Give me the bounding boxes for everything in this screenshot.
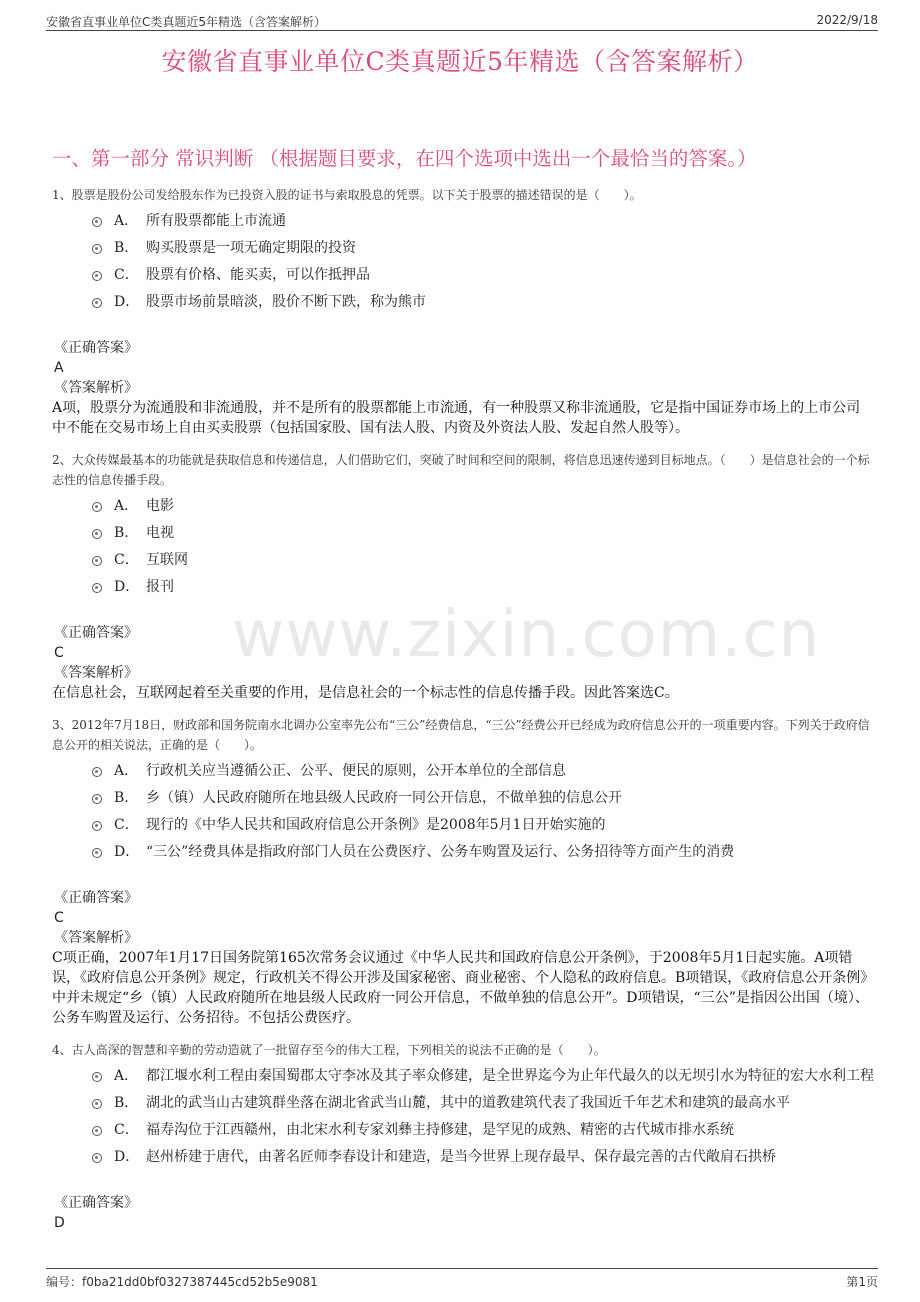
watermark: www.zixin.com.cn — [232, 598, 821, 672]
option-list — [92, 1063, 874, 1171]
radio-icon[interactable] — [92, 1126, 102, 1136]
page-footer — [46, 1268, 878, 1291]
question-stem: 2、大众传媒最基本的功能就是获取信息和传递信息，人们借助它们，突破了时间和空间的限制，将信息迅速传递到目标地点。（ ）是信息社会的一个标志性的信息传播手段。 — [52, 453, 870, 487]
header-date: 2022/9/18 — [816, 13, 878, 27]
radio-icon[interactable] — [92, 583, 102, 593]
page-number: 第1页 — [846, 1275, 878, 1289]
option-d[interactable]: D． “三公”经费具体是指政府部门人员在公费医疗、公务车购置及运行、公务招待等方面产生的消费 — [92, 839, 874, 866]
answer-label: 《正确答案》 — [54, 340, 138, 356]
option-c[interactable]: C． 现行的《中华人民共和国政府信息公开条例》是2008年5月1日开始实施的 — [92, 812, 874, 839]
radio-icon[interactable] — [92, 271, 102, 281]
radio-icon[interactable] — [92, 821, 102, 831]
answer-value: C — [54, 645, 64, 661]
section-heading: 一、第一部分 常识判断 （根据题目要求，在四个选项中选出一个最恰当的答案。） — [52, 147, 757, 170]
question-stem: 3、2012年7月18日，财政部和国务院南水北调办公室率先公布“三公”经费信息，“三公”经费公开已经成为政府信息公开的一项重要内容。下列关于政府信息公开的相关说法，正确的是（ ）。 — [52, 718, 870, 752]
option-a[interactable]: A． 电影 — [92, 493, 874, 520]
header-doc-title: 安徽省直事业单位C类真题近5年精选（含答案解析） — [46, 15, 327, 29]
radio-icon[interactable] — [92, 556, 102, 566]
question-3 — [52, 715, 874, 1028]
radio-icon[interactable] — [92, 794, 102, 804]
explanation-text: 在信息社会，互联网起着至关重要的作用，是信息社会的一个标志性的信息传播手段。因此答案选C。 — [52, 685, 679, 701]
page-header — [46, 10, 878, 31]
question-1 — [52, 185, 874, 438]
radio-icon[interactable] — [92, 1072, 102, 1082]
option-c[interactable]: C． 互联网 — [92, 547, 874, 574]
question-4 — [52, 1040, 874, 1233]
option-list — [92, 208, 874, 316]
option-c[interactable]: C． 股票有价格、能买卖，可以作抵押品 — [92, 262, 874, 289]
question-stem: 4、古人高深的智慧和辛勤的劳动造就了一批留存至今的伟大工程，下列相关的说法不正确的是（ ）。 — [52, 1043, 606, 1057]
explanation-label: 《答案解析》 — [54, 930, 138, 946]
option-b[interactable]: B． 乡（镇）人民政府随所在地县级人民政府一同公开信息，不做单独的信息公开 — [92, 785, 874, 812]
option-b[interactable]: B． 电视 — [92, 520, 874, 547]
radio-icon[interactable] — [92, 217, 102, 227]
document-title: 安徽省直事业单位C类真题近5年精选（含答案解析） — [161, 47, 759, 76]
radio-icon[interactable] — [92, 767, 102, 777]
radio-icon[interactable] — [92, 244, 102, 254]
explanation-text: C项正确，2007年1月17日国务院第165次常务会议通过《中华人民共和国政府信息公开条例》，于2008年5月1日起实施。A项错误，《政府信息公开条例》规定，行政机关不得公开涉及国家秘密、商业秘密、个人隐私的政府信息。B项错误，《政府信息公开条例》中并未规定“乡（镇）人民政府随所在地县级人民政府一同公开信息，不做单独的信息公开”。D项错误，“三公”是指因公出国（境）、公务车购置及运行、公务招待。不包括公费医疗。 — [52, 950, 869, 1026]
option-c[interactable]: C． 福寿沟位于江西赣州，由北宋水利专家刘彝主持修建，是罕见的成熟、精密的古代城市排水系统 — [92, 1117, 874, 1144]
answer-value: C — [54, 910, 64, 926]
answer-label: 《正确答案》 — [54, 625, 138, 641]
option-list — [92, 758, 874, 866]
explanation-label: 《答案解析》 — [54, 380, 138, 396]
radio-icon[interactable] — [92, 1099, 102, 1109]
radio-icon[interactable] — [92, 502, 102, 512]
option-a[interactable]: A． 都江堰水利工程由秦国蜀郡太守李冰及其子率众修建，是全世界迄今为止年代最久的以无坝引水为特征的宏大水利工程 — [92, 1063, 874, 1090]
option-d[interactable]: D． 赵州桥建于唐代，由著名匠师李春设计和建造，是当今世界上现存最早、保存最完善的古代敞肩石拱桥 — [92, 1144, 874, 1171]
option-a[interactable]: A． 所有股票都能上市流通 — [92, 208, 874, 235]
radio-icon[interactable] — [92, 529, 102, 539]
radio-icon[interactable] — [92, 1153, 102, 1163]
radio-icon[interactable] — [92, 298, 102, 308]
explanation-label: 《答案解析》 — [54, 665, 138, 681]
option-a[interactable]: A． 行政机关应当遵循公正、公平、便民的原则，公开本单位的全部信息 — [92, 758, 874, 785]
option-d[interactable]: D． 报刊 — [92, 574, 874, 601]
option-b[interactable]: B． 湖北的武当山古建筑群坐落在湖北省武当山麓，其中的道教建筑代表了我国近千年艺术和建筑的最高水平 — [92, 1090, 874, 1117]
question-2 — [52, 450, 874, 703]
explanation-text: A项，股票分为流通股和非流通股，并不是所有的股票都能上市流通，有一种股票又称非流通股，它是指中国证券市场上的上市公司中不能在交易市场上自由买卖股票（包括国家股、国有法人股、内资及外资法人股、发起自然人股等）。 — [52, 400, 861, 436]
option-b[interactable]: B． 购买股票是一项无确定期限的投资 — [92, 235, 874, 262]
answer-label: 《正确答案》 — [54, 890, 138, 906]
option-d[interactable]: D． 股票市场前景暗淡，股价不断下跌，称为熊市 — [92, 289, 874, 316]
option-list — [92, 493, 874, 601]
answer-value: A — [54, 360, 64, 376]
question-list — [52, 185, 874, 1233]
document-number: 编号：f0ba21dd0bf0327387445cd52b5e9081 — [46, 1275, 318, 1289]
answer-value: D — [54, 1215, 65, 1231]
answer-label: 《正确答案》 — [54, 1195, 138, 1211]
radio-icon[interactable] — [92, 848, 102, 858]
question-stem: 1、股票是股份公司发给股东作为已投资入股的证书与索取股息的凭票。以下关于股票的描述错误的是（ ）。 — [52, 188, 642, 202]
